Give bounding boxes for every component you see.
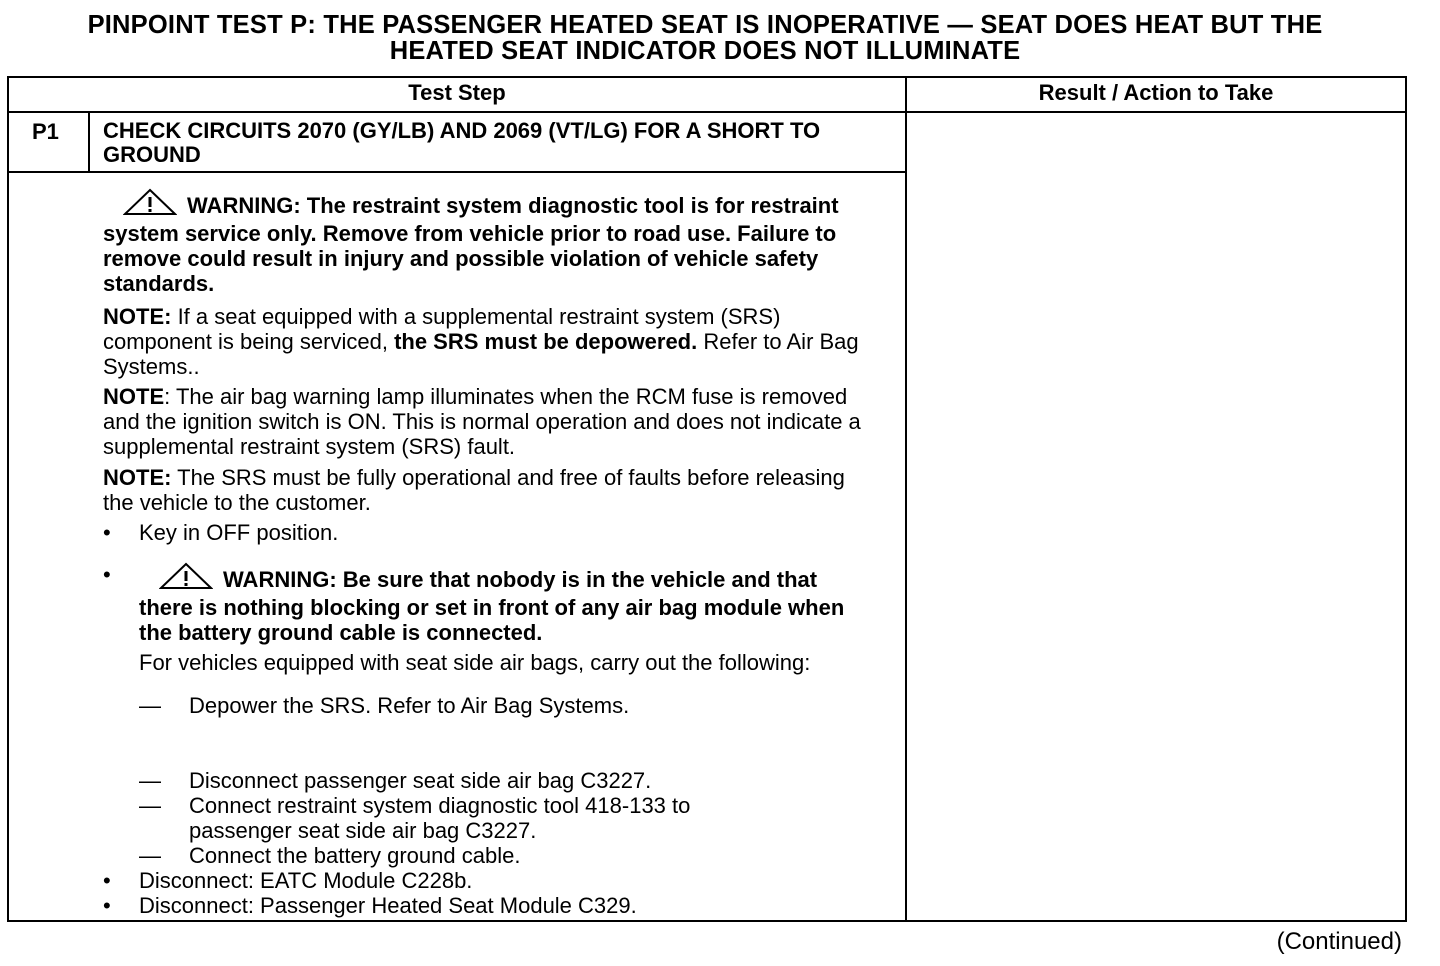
dash-4-text: Connect the battery ground cable. (189, 843, 521, 868)
dash-item-depower (139, 693, 899, 719)
bullet-mark: • (103, 520, 111, 545)
note-3 (103, 465, 873, 515)
warning-1-text: WARNING: The restraint system diagnostic tool is for restraint system service only. Remove from vehicle prior to road use. Failure to remove could result in injury and possible violation of vehicle safety standards. (103, 193, 839, 296)
title-line-2: HEATED SEAT INDICATOR DOES NOT ILLUMINATE (389, 37, 1021, 65)
bullet-item-eatc (103, 868, 893, 894)
page-title (0, 12, 1410, 64)
note-1-text-b: Refer to Air Bag Systems.. (103, 329, 859, 379)
dash-item-disconnect-airbag (139, 768, 899, 794)
bullet-3-text: Disconnect: Passenger Heated Seat Module C329. (139, 893, 637, 918)
bullet-item-heated-seat-module (103, 893, 893, 919)
bullet-mark: • (103, 893, 111, 918)
bullet-mark: • (103, 868, 111, 893)
warning-block-2 (139, 562, 869, 645)
bullet-item-key-off (103, 520, 893, 546)
note-2-text: : The air bag warning lamp illuminates when the RCM fuse is removed and the ignition switch is ON. This is normal operation and does not indicate a supplemental restraint system (SRS) fault. (103, 384, 861, 459)
note-2 (103, 384, 878, 459)
note-1-label: NOTE: (103, 304, 172, 329)
bullet-2-text: Disconnect: EATC Module C228b. (139, 868, 473, 893)
column-divider (905, 76, 907, 922)
step-title-divider (7, 171, 907, 173)
warning-block-1 (103, 188, 883, 296)
bullet-mark: • (103, 562, 111, 587)
bullet-1-text: Key in OFF position. (139, 520, 339, 545)
header-result-action: Result / Action to Take (1038, 80, 1274, 105)
seat-side-intro: For vehicles equipped with seat side air bags, carry out the following: (139, 650, 811, 675)
step-title: CHECK CIRCUITS 2070 (GY/LB) AND 2069 (VT/LG) FOR A SHORT TO GROUND (103, 118, 821, 167)
note-3-text: The SRS must be fully operational and free of faults before releasing the vehicle to the customer. (103, 465, 845, 515)
warning-2-text: WARNING: Be sure that nobody is in the vehicle and that there is nothing blocking or set in front of any air bag module when the battery ground cable is connected. (139, 567, 845, 645)
step-id: P1 (32, 119, 59, 144)
header-test-step: Test Step (408, 80, 506, 105)
bullet-warning-body (139, 562, 869, 675)
header-divider (7, 111, 1407, 113)
note-1 (103, 304, 878, 379)
dash-mark: — (139, 693, 161, 718)
dash-1-text: Depower the SRS. Refer to Air Bag Systems. (189, 693, 630, 718)
dash-2-text: Disconnect passenger seat side air bag C3227. (189, 768, 652, 793)
step-id-divider (88, 111, 90, 173)
note-1-text-a: If a seat equipped with a supplemental restraint system (SRS) component is being serviced, (103, 304, 781, 354)
dash-mark: — (139, 843, 161, 868)
note-2-label: NOTE (103, 384, 165, 409)
dash-mark: — (139, 768, 161, 793)
title-line-1: PINPOINT TEST P: THE PASSENGER HEATED SEAT IS INOPERATIVE — SEAT DOES HEAT BUT THE (87, 11, 1323, 39)
warning-triangle-icon (113, 188, 177, 221)
dash-3-text: Connect restraint system diagnostic tool 418-133 to passenger seat side air bag C3227. (189, 793, 691, 843)
dash-mark: — (139, 793, 161, 818)
note-1-text-bold: the SRS must be depowered. (394, 329, 698, 354)
continued-label: (Continued) (1276, 928, 1402, 955)
warning-triangle-icon (149, 562, 213, 595)
dash-item-connect-tool (139, 793, 899, 843)
dash-item-battery-cable (139, 843, 899, 869)
note-3-label: NOTE: (103, 465, 172, 490)
